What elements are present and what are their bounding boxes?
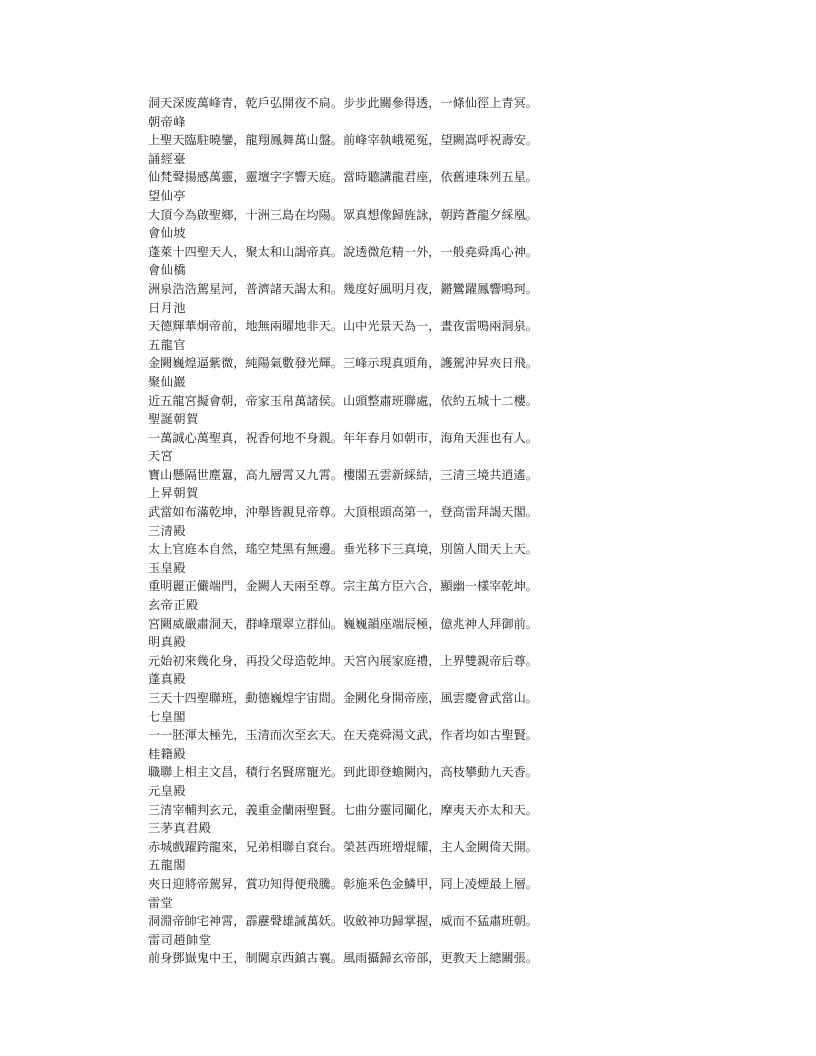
poem-verse: 武當如布滿乾坤，沖舉皆親見帝尊。大頂根頭高第一，登高雷拜謁天閣。 bbox=[148, 505, 538, 520]
poem-title: 三茅真君殿 bbox=[148, 821, 212, 836]
poem-verse: 寶山懸隔世塵囂，高九層霄又九霄。樓閣五雲新綵結，三清三境共逍遙。 bbox=[148, 467, 538, 482]
poem-title: 桂籍殿 bbox=[148, 746, 187, 761]
poem-verse: 仙梵聲揚感萬靈，靈壇字字響天庭。當時聽講龍君座，依舊連珠列五星。 bbox=[148, 170, 538, 185]
poem-verse: 元始初來幾化身，再投父母造乾坤。天宮內展家庭禮，上界雙親帝后尊。 bbox=[148, 653, 538, 668]
poem-title: 天宮 bbox=[148, 449, 174, 464]
poem-title: 玉皇殿 bbox=[148, 560, 187, 575]
poem-title: 元皇殿 bbox=[148, 783, 187, 798]
poem-verse: 一萬誠心萬聖真，祝香何地不身親。年年春月如朝市，海角天涯也有人。 bbox=[148, 430, 538, 445]
poem-title: 明真殿 bbox=[148, 635, 187, 650]
poem-title: 三清殿 bbox=[148, 523, 187, 538]
poem-title: 玄帝正殿 bbox=[148, 598, 199, 613]
poem-verse: 前身鄧嶽鬼中王，制閫京西鎮古襄。風雨攝歸玄帝部，更教天上總關張。 bbox=[148, 951, 538, 966]
poem-verse: 三天十四聖聯班，動德巍煌宇宙間。金闕化身開帝座，風雲慶會武當山。 bbox=[148, 691, 538, 705]
poem-verse: 太上官庭本自然，瑤空梵黑有無邊。垂光移下三真境，別箇人間天上天。 bbox=[148, 542, 538, 557]
poem-verse: 一一胚渾太極先，玉清而次至玄天。在天堯舜湯文武，作者均如古聖賢。 bbox=[148, 728, 538, 743]
poem-title: 會仙橋 bbox=[148, 263, 187, 278]
poem-verse: 近五龍宮擬會朝，帝家玉帛萬諸侯。山頭整肅班聯處，依約五城十二樓。 bbox=[148, 393, 538, 408]
poem-title: 日月池 bbox=[148, 300, 187, 315]
poem-verse: 洞淵帝帥宅神霄，霹靂聲雄誡萬妖。收斂神功歸掌握，威而不猛肅班朝。 bbox=[148, 914, 538, 929]
poem-verse: 夾日迎將帝駕昇，賞功知得便飛騰。彰施釆色金鱗甲，同上凌煙最上層。 bbox=[148, 876, 538, 891]
poem-verse: 蓬萊十四聖天人，聚太和山謁帝真。說透微危精一外，一般堯舜禹心神。 bbox=[148, 244, 538, 259]
poem-title: 會仙坡 bbox=[148, 226, 187, 241]
poem-title: 五龍官 bbox=[148, 337, 187, 352]
poem-title: 誦經臺 bbox=[148, 151, 187, 166]
poem-page bbox=[148, 94, 598, 968]
poem-verse: 大頂今為啟聖鄉，十洲三島在均陽。眾真想像歸旌詠，朝跨蒼龍夕綵凰。 bbox=[148, 207, 538, 222]
poem-title: 聚仙巖 bbox=[148, 374, 187, 389]
poem-title: 聖誕朝賀 bbox=[148, 412, 199, 427]
poem-verse: 職聯上相主文昌，積行名賢席寵光。到此即登蟾闕內，高枝攀動九天香。 bbox=[148, 765, 538, 780]
poem-verse: 金闕巍煌逼紫微，純陽氣數發光輝。三峰示現真頭角，護駕沖昇夾日飛。 bbox=[148, 356, 538, 371]
poem-verse: 赤城戲躍跨龍來，兄弟相聯自袞台。榮甚西班增焜耀，主人金闕倚天開。 bbox=[148, 839, 538, 854]
poem-verse: 重明麗正儼端門，金闕人天兩至尊。宗主萬方臣六合，顯幽一樣宰乾坤。 bbox=[148, 579, 538, 594]
poem-verse: 洲泉浩浩駕星河，普濟諸天謁太和。幾度好風明月夜，鏘鸞躍鳳響鳴珂。 bbox=[148, 281, 538, 296]
poem-title: 雷堂 bbox=[148, 895, 174, 910]
poem-title: 七皇閣 bbox=[148, 709, 187, 724]
poem-title: 上昇朝賀 bbox=[148, 486, 199, 501]
poem-verse: 三清宰輔判玄元，義重金蘭兩聖賢。七曲分靈同闡化，摩夷天亦太和天。 bbox=[148, 802, 538, 817]
poem-verse: 宮闕威嚴肅洞天，群峰環翠立群仙。巍巍韻座端辰極，億兆神人拜御前。 bbox=[148, 616, 538, 631]
poem-verse: 天德輝華炯帝前，地無兩曜地非天。山中光景天為一，晝夜雷鳴兩洞泉。 bbox=[148, 319, 538, 334]
poem-title: 朝帝峰 bbox=[148, 114, 187, 129]
poem-title: 雷司趙帥堂 bbox=[148, 932, 212, 947]
poem-title: 望仙亭 bbox=[148, 188, 187, 203]
poem-title: 蓬真殿 bbox=[148, 672, 187, 687]
poem-verse: 洞天深废萬峰青，乾戶弘開夜不扃。步步此關參得透，一條仙徑上青冥。 bbox=[148, 96, 538, 110]
poem-title: 五龍閣 bbox=[148, 858, 187, 873]
poem-verse: 上聖天臨駐曉鑾，龍翔鳳舞萬山盤。前峰宰執峨冕冤，望闕嵩呼祝壽安。 bbox=[148, 133, 538, 148]
